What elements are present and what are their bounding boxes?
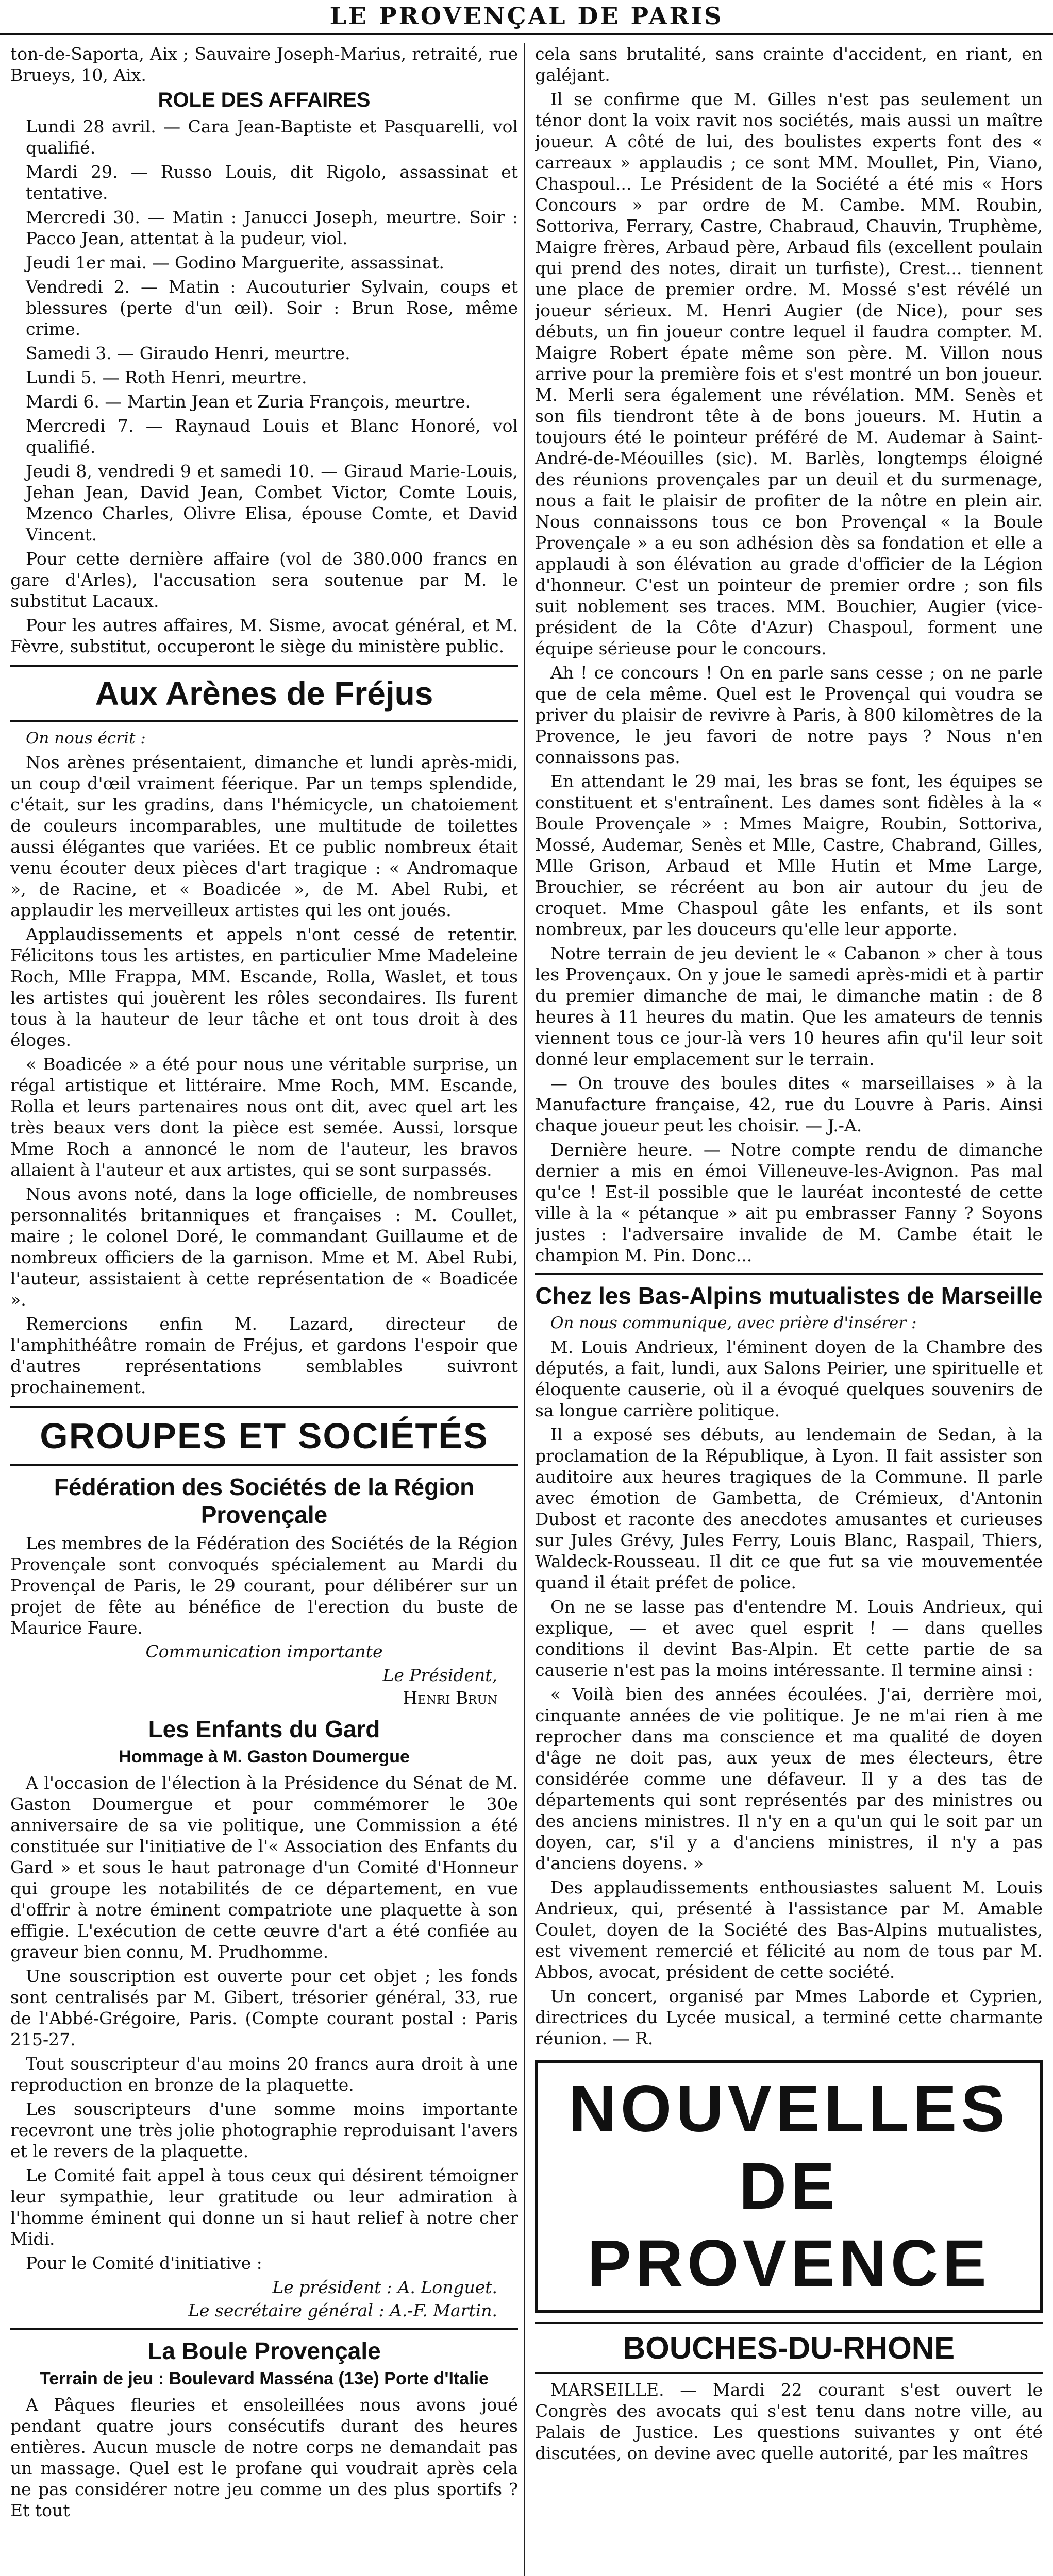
newspaper-title: LE PROVENÇAL DE PARIS	[329, 2, 724, 30]
right-column	[535, 43, 1043, 2576]
federation-paragraph: Les membres de la Fédération des Sociétés de la Région Provençale sont convoqués spécialement au Mardi du Provençal de Paris, le 29 courant, pour délibérer sur un projet de fête au bénéfice de l'erection du buste de Maurice Faure.	[10, 1533, 518, 1638]
comite-secretaire: Le secrétaire général : A.-F. Martin.	[188, 2300, 497, 2320]
boule-heading: La Boule Provençale	[147, 2337, 381, 2364]
marseille-paragraph: MARSEILLE. — Mardi 22 courant s'est ouvert le Congrès des avocats qui s'est tenu dans notre ville, au Palais de Justice. Les questions suivantes y ont été discutées, on devine avec quelle autorité, par les maîtres	[535, 2380, 1043, 2463]
nouvelles-de-provence-heading	[535, 2060, 1043, 2313]
gard-paragraph: A l'occasion de l'élection à la Présidence du Sénat de M. Gaston Doumergue et pour commémorer le 30e anniversaire de sa vie politique, une Commission a été constituée sur l'initiative de l'« Association des Enfants du Gard » et sous le haut patronage d'un Comité d'Honneur qui groupe les notabilités de ce département, en vue d'offrir à notre éminent compatriote une plaquette à son effigie. L'exécution de cette œuvre d'art a été confiée au graveur bien connu, M. Prudhomme.	[10, 1773, 518, 1962]
bas-alpins-paragraph: M. Louis Andrieux, l'éminent doyen de la Chambre des députés, a fait, lundi, aux Salons Peirier, une spirituelle et éloquente causerie, où il a évoqué quelques souvenirs de sa longue carrière politique.	[535, 1337, 1043, 1420]
gard-paragraph: Le Comité fait appel à tous ceux qui désirent témoigner leur sympathie, leur gratitude ou leur admiration à l'homme éminent qui donne un si haut relief à notre cher Midi.	[10, 2165, 518, 2249]
gard-paragraph: Les souscripteurs d'une somme moins importante recevront une très jolie photographie reproduisant l'avers et le revers de la plaquette.	[10, 2099, 518, 2161]
bas-alpins-paragraph: Un concert, organisé par Mmes Laborde et Cyprien, directrices du Lycée musical, a terminé cette charmante réunion. — R.	[535, 1986, 1043, 2048]
column-divider	[524, 43, 525, 2576]
section-rule	[10, 2328, 518, 2330]
communication-note: Communication importante	[145, 1641, 383, 1662]
bas-alpins-byline: On nous communique, avec prière d'insérer :	[550, 1314, 917, 1332]
president-label: Le Président,	[382, 1665, 497, 1685]
left-column	[10, 43, 518, 2576]
arenes-paragraph: Remercions enfin M. Lazard, directeur de l'amphithéâtre romain de Fréjus, et gardons l'espoir que d'autres représentations semblables suivront prochainement.	[10, 1314, 518, 1397]
role-item: Mercredi 7. — Raynaud Louis et Blanc Honoré, vol qualifié.	[26, 416, 518, 457]
role-item: Mardi 29. — Russo Louis, dit Rigolo, assassinat et tentative.	[26, 162, 518, 203]
federation-heading: Fédération des Sociétés de la Région Provençale	[54, 1473, 475, 1528]
role-des-affaires-heading: ROLE DES AFFAIRES	[158, 89, 371, 111]
role-list	[10, 116, 518, 545]
arenes-paragraph: Applaudissements et appels n'ont cessé de retentir. Félicitons tous les artistes, en particulier Mme Madeleine Roch, Mlle Frappa, MM. Escande, Rolla, Waslet, et tous les artistes qui jouèrent les rôles secondaires. Ils furent tous à la hauteur de leur tâche et ont tous droit à des éloges.	[10, 924, 518, 1050]
boule-paragraph: — On trouve des boules dites « marseillaises » à la Manufacture française, 42, rue du Louvre à Paris. Ainsi chaque joueur peut les choisir. — J.-A.	[535, 1073, 1043, 1136]
groupes-heading: GROUPES ET SOCIÉTÉS	[10, 1406, 518, 1466]
gard-paragraph: Une souscription est ouverte pour cet objet ; les fonds sont centralisés par M. Gibert, trésorier général, 33, rue de l'Abbé-Grégoire, Paris. (Compte courant postal : Paris 215-27.	[10, 1966, 518, 2049]
role-item: Lundi 28 avril. — Cara Jean-Baptiste et Pasquarelli, vol qualifié.	[26, 116, 518, 158]
arenes-heading: Aux Arènes de Fréjus	[10, 665, 518, 722]
section-rule	[535, 1273, 1043, 1275]
bas-alpins-paragraph: « Voilà bien des années écoulées. J'ai, derrière moi, cinquante années de vie politique. Je ne m'ai rien à me reprocher dans ma conscience et ma qualité de doyen d'âge ne doit pas, aux yeux de mes électeurs, être considérée comme une défaveur. Il y a des tas de départements qui sont représentés par des ministres ou des anciens ministres. Il n'y en a qu'un qui le soit par un doyen, car, s'il y a d'anciens ministres, il n'y a pas d'anciens doyens. »	[535, 1684, 1043, 1873]
bouches-du-rhone-heading: BOUCHES-DU-RHONE	[535, 2322, 1043, 2374]
boule-paragraph: Notre terrain de jeu devient le « Cabanon » cher à tous les Provençaux. On y joue le samedi après-midi et à partir du premier dimanche de mai, le dimanche matin : de 8 heures à 11 heures du matin. Que les amateurs de tennis viennent tous ce jour-là vers 10 heures afin qu'il leur soit donné leur emplacement sur le terrain.	[535, 943, 1043, 1069]
gard-subheading: Hommage à M. Gaston Doumergue	[119, 1747, 410, 1767]
role-item: Lundi 5. — Roth Henri, meurtre.	[26, 367, 307, 387]
nouvelles-line: NOUVELLES	[569, 2072, 1009, 2146]
boule-paragraph: Il se confirme que M. Gilles n'est pas seulement un ténor dont la voix ravit nos sociétés, mais aussi un maître joueur. A côté de lui, des boulistes experts font des « carreaux » applaudis ; ce sont MM. Moullet, Pin, Viano, Chaspoul... Le Président de la Société a été mis « Hors Concours » par ordre de M. Cambe. MM. Roubin, Sottoriva, Ferrary, Castre, Chabraud, Chauvin, Truphème, Maigre frères, Arbaud père, Arbaud fils (excellent poulain qui prend des notes, dirait un turfiste), Crest... tiennent une place de premier ordre. M. Mossé s'est révélé un joueur sérieux. M. Henri Augier (de Nice), pour ses débuts, un fin joueur contre lequel il faudra compter. M. Maigre Robert épate même son père. M. Villon nous arrive pour la première fois et s'est montré un bon joueur. M. Merli sera également une révélation. MM. Senès et son fils tiendront tête à de bons joueurs. M. Hutin a toujours été le pointeur préféré de M. Audemar à Saint-André-de-Méouilles (sic). M. Barlès, longtemps éloigné des réunions provençales par un deuil et du surmenage, nous a fait le plaisir de profiter de la nôtre en plein air. Nous connaissons tous ce bon Provençal « la Boule Provençale » a eu son adhésion dès sa fondation et elle a applaudi à son élévation au grade d'officier de la Légion d'honneur. C'est un pointeur de premier ordre ; son fils suit noblement ses traces. MM. Bouchier, Augier (vice-président de la Côte d'Azur) Chaspoul, forment une équipe sérieuse pour le concours.	[535, 89, 1043, 658]
role-item: Mercredi 30. — Matin : Janucci Joseph, meurtre. Soir : Pacco Jean, attentat à la pudeur, viol.	[26, 207, 518, 248]
role-paragraph: Pour cette dernière affaire (vol de 380.000 francs en gare d'Arles), l'accusation sera soutenue par M. le substitut Lacaux.	[10, 549, 518, 611]
bas-alpins-heading: Chez les Bas-Alpins mutualistes de Marseille	[535, 1282, 1043, 1309]
comite-line: Pour le Comité d'initiative :	[26, 2253, 262, 2273]
page-header	[0, 0, 1053, 35]
arenes-paragraph: Nous avons noté, dans la loge officielle, de nombreuses personnalités britanniques et françaises : M. Coullet, maire ; le colonel Doré, le commandant Guillaume et de nombreux officiers de la garnison. Mme et M. Abel Rubi, l'auteur, assistaient à cette représentation de « Boadicée ».	[10, 1184, 518, 1310]
boule-paragraph: Ah ! ce concours ! On en parle sans cesse ; on ne parle que de cela même. Quel est le Provençal qui voudra se priver du plaisir de revivre à Paris, à 800 kilomètres de la Provence, le jeu favori de notre pays ? Nous n'en connaissons pas.	[535, 663, 1043, 767]
boule-continued: cela sans brutalité, sans crainte d'accident, en riant, en galéjant.	[535, 44, 1043, 85]
intro-text: ton-de-Saporta, Aix ; Sauvaire Joseph-Marius, retraité, rue Brueys, 10, Aix.	[10, 44, 518, 85]
role-item: Jeudi 1er mai. — Godino Marguerite, assassinat.	[26, 252, 445, 273]
boule-paragraph: A Pâques fleuries et ensoleillées nous avons joué pendant quatre jours consécutifs durant des heures entières. Aucun muscle de notre corps ne demandait pas un massage. Quel est le profane qui voudrait après cela ne pas considérer notre jeu comme un des plus sportifs ? Et tout	[10, 2395, 518, 2520]
role-paragraph: Pour les autres affaires, M. Sisme, avocat général, et M. Fèvre, substitut, occuperont le siège du ministère public.	[10, 615, 518, 656]
comite-president: Le président : A. Longuet.	[272, 2277, 497, 2297]
arenes-paragraph: Nos arènes présentaient, dimanche et lundi après-midi, un coup d'œil vraiment féerique. Par un temps splendide, c'était, sur les gradins, dans l'hémicycle, un chatoiement de couleurs incomparables, une multitude de toilettes aussi élégantes que variées. Et ce public nombreux était venu écouter deux pièces d'art tragique : « Andromaque », de Racine, et « Boadicée », de M. Abel Rubi, et applaudir les merveilleux artistes qui les ont joués.	[10, 752, 518, 920]
gard-paragraph: Tout souscripteur d'au moins 20 francs aura droit à une reproduction en bronze de la plaquette.	[10, 2054, 518, 2095]
gard-heading: Les Enfants du Gard	[148, 1716, 380, 1742]
bas-alpins-paragraph: Des applaudissements enthousiastes saluent M. Louis Andrieux, qui, présenté à l'assistance par M. Amable Coulet, doyen de la Société des Bas-Alpins mutualistes, est vivement remercié et félicité au nom de tous par M. Abbos, avocat, président de cette société.	[535, 1877, 1043, 1982]
boule-subheading: Terrain de jeu : Boulevard Masséna (13e) Porte d'Italie	[40, 2369, 489, 2388]
arenes-byline: On nous écrit :	[26, 729, 146, 748]
bas-alpins-paragraph: On ne se lasse pas d'entendre M. Louis Andrieux, qui explique, — et avec quel esprit ! — dans quelles conditions il devint Bas-Alpin. Et cette partie de sa causerie n'est pas la moins intéressante. Il termine ainsi :	[535, 1597, 1043, 1680]
bas-alpins-paragraph: Il a exposé ses débuts, au lendemain de Sedan, à la proclamation de la République, à Lyon. Il fait assister son auditoire aux heures tragiques de la Commune. Il parle avec émotion de Gambetta, de Crémieux, d'Antonin Dubost et raconte des anecdotes amusantes et curieuses sur Jules Grévy, Jules Ferry, Louis Blanc, Raspail, Thiers, Waldeck-Rousseau. Il dit ce que fut sa vie mouvementée quand il était préfet de police.	[535, 1425, 1043, 1592]
role-item: Jeudi 8, vendredi 9 et samedi 10. — Giraud Marie-Louis, Jehan Jean, David Jean, Combet Victor, Comte Louis, Mzenco Charles, Olivre Elisa, épouse Comte, et David Vincent.	[26, 461, 518, 545]
role-item: Samedi 3. — Giraudo Henri, meurtre.	[26, 343, 350, 363]
nouvelles-line: DE PROVENCE	[587, 2149, 991, 2300]
boule-paragraph: Dernière heure. — Notre compte rendu de dimanche dernier a mis en émoi Villeneuve-les-Avignon. Pas mal qu'ce ! Est-il possible que le lauréat incontesté de cette ville à la « pétanque » ait pu embrasser Fanny ? Soyons justes : l'adversaire invalide de M. Cambe était le champion M. Pin. Donc...	[535, 1140, 1043, 1265]
arenes-paragraph: « Boadicée » a été pour nous une véritable surprise, un régal artistique et littéraire. Mme Roch, MM. Escande, Rolla et leurs partenaires nous ont dit, avec quel art les très beaux vers dont la pièce est semée. Aussi, lorsque Mme Roch a annoncé le nom de l'auteur, les bravos allaient à l'auteur et aux artistes, qui se sont surpassés.	[10, 1054, 518, 1180]
boule-paragraph: En attendant le 29 mai, les bras se font, les équipes se constituent et s'entraînent. Les dames sont fidèles à la « Boule Provençale » : Mmes Maigre, Roubin, Sottoriva, Mossé, Audemar, Senès et Mlle, Castre, Chabrand, Gilles, Mlle Grison, Arbaud et Mlle Hutin et Mme Large, Brouchier, se récréent au bon air autour du jeu de croquet. Mme Chaspoul gâte les enfants, et ils sont nombreux, par les douceurs qu'elle leur apporte.	[535, 771, 1043, 939]
role-item: Mardi 6. — Martin Jean et Zuria François, meurtre.	[26, 392, 471, 412]
president-name: Henri Brun	[403, 1688, 497, 1708]
role-item: Vendredi 2. — Matin : Aucouturier Sylvain, coups et blessures (perte d'un œil). Soir : Brun Rose, même crime.	[26, 277, 518, 339]
